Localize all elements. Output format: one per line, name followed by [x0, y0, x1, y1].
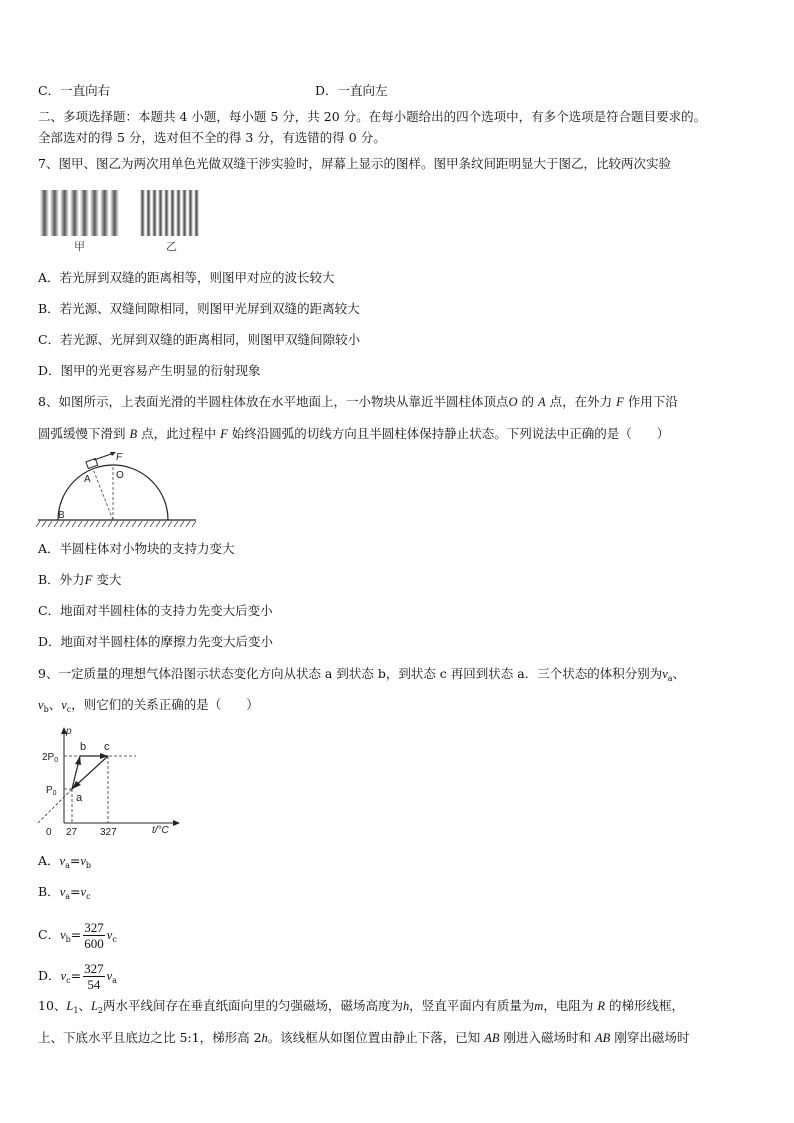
label-o: O [116, 470, 124, 481]
q8-option-a: A．半圆柱体对小物块的支持力变大 [38, 541, 235, 556]
force-f-arrow [94, 453, 114, 460]
q8-stem-line1: 8、如图所示，上表面光滑的半圆柱体放在水平地面上，一小物块从靠近半圆柱体顶点O 的 A 点，在外力 F 作用下沿 [38, 394, 678, 409]
q6-option-c: C．一直向右 [38, 83, 111, 98]
q7-fringe-figure [38, 188, 208, 254]
q9-stem-line1: 9、一定质量的理想气体沿图示状态变化方向从状态 a 到状态 b，到状态 c 再回到状态 a．三个状态的体积分别为$v_a$、 [38, 666, 686, 683]
fringe-pattern-jia [40, 190, 119, 236]
label-p: p [66, 726, 72, 737]
q7-option-b: B．若光源、双缝间隙相同，则图甲光屏到双缝的距离较大 [38, 301, 360, 316]
label-state-b: b [80, 741, 87, 753]
label-state-c: c [104, 741, 110, 753]
q7-option-c: C．若光源、光屏到双缝的距离相同，则图甲双缝间隙较小 [38, 332, 361, 347]
fraction-c: $\frac{327}{600}$ [84, 920, 104, 951]
q9-option-c: C．$v_b=$ $\frac{327}{600}$ $v_c$ [38, 920, 117, 951]
label-jia: 甲 [74, 241, 85, 253]
label-f: F [116, 452, 123, 463]
label-327: 327 [100, 827, 117, 838]
q9-pt-diagram [36, 723, 186, 841]
fraction-d: $\frac{327}{54}$ [84, 961, 104, 992]
fringe-pattern-yi [140, 190, 199, 236]
q10-stem-line1: 10、$L_1$、$L_2$两水平线间存在垂直纸面向里的匀强磁场，磁场高度为h，竖直平面内有质量为m，电阻为 R 的梯形线框， [38, 998, 684, 1015]
q6-option-d: D．一直向左 [315, 83, 388, 98]
q9-option-a: A．$v_a=v_b$ [38, 853, 92, 870]
q7-option-a: A．若光屏到双缝的距离相等，则图甲对应的波长较大 [38, 270, 335, 285]
radius-to-a [93, 469, 113, 520]
q8-option-b: B．外力F 变大 [38, 572, 122, 587]
q8-semicylinder-figure [36, 452, 200, 530]
label-27: 27 [66, 827, 78, 838]
q10-stem-line2: 上、下底水平且底边之比 5:1，梯形高 2h。该线框从如图位置由静止下落，已知 AB 刚进入磁场时和 AB 刚穿出磁场时 [38, 1030, 690, 1045]
q9-option-d: D．$v_c=$ $\frac{327}{54}$ $v_a$ [38, 961, 117, 992]
q7-stem: 7、图甲、图乙为两次用单色光做双缝干涉实验时，屏幕上显示的图样。图甲条纹间距明显大于图乙，比较两次实验 [38, 156, 671, 171]
label-2p0: $2P_0$ [42, 752, 59, 764]
q8-option-c: C．地面对半圆柱体的支持力先变大后变小 [38, 603, 273, 618]
section2-heading-line1: 二、多项选择题：本题共 4 小题，每小题 5 分，共 20 分。在每小题给出的四个选项中，有多个选项是符合题目要求的。 [38, 109, 707, 124]
label-yi: 乙 [166, 241, 177, 253]
label-origin: 0 [46, 827, 52, 838]
section2-heading-line2: 全部选对的得 5 分，选对但不全的得 3 分，有选错的得 0 分。 [38, 130, 386, 145]
label-state-a: a [76, 792, 83, 804]
label-p0: $P_0$ [46, 785, 57, 797]
label-b: B [58, 510, 65, 521]
q9-stem-line2: $v_b$、$v_c$，则它们的关系正确的是（ ） [38, 697, 259, 714]
label-t-axis: t/°C [152, 825, 169, 836]
q8-stem-line2: 圆弧缓慢下滑到 B 点，此过程中 F 始终沿圆弧的切线方向且半圆柱体保持静止状态。下列说法中正确的是（ ） [38, 426, 670, 441]
ground-hatching [36, 521, 196, 527]
q9-option-b: B．$v_a=v_c$ [38, 884, 91, 901]
q8-option-d: D．地面对半圆柱体的摩擦力先变大后变小 [38, 634, 274, 649]
label-a: A [84, 474, 91, 485]
q7-option-d: D．图甲的光更容易产生明显的衍射现象 [38, 363, 261, 378]
